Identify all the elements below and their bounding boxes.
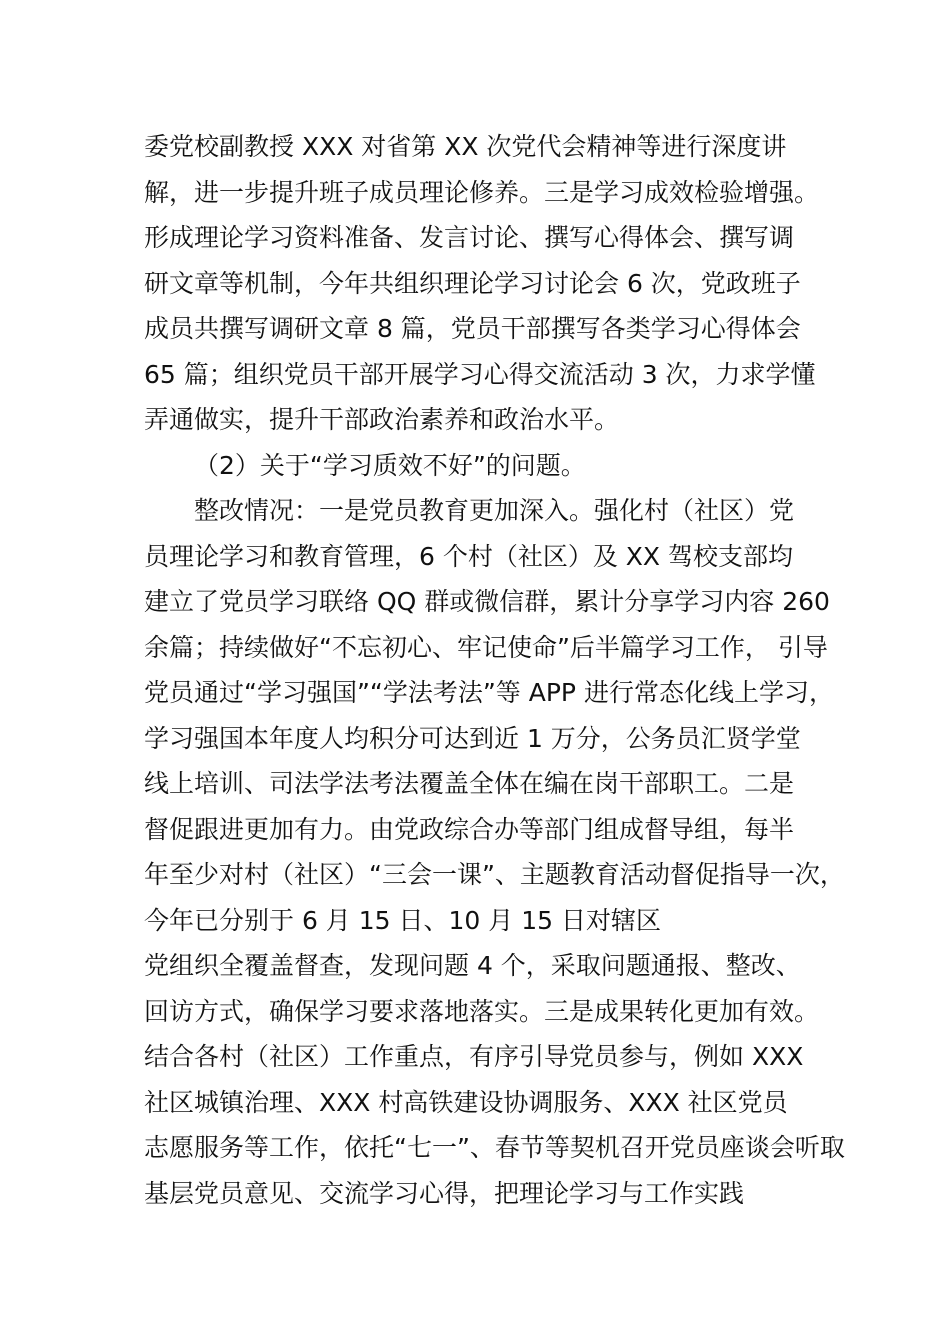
text-line: 解，进一步提升班子成员理论修养。三是学习成效检验增强。 xyxy=(144,177,820,207)
text-line: 形成理论学习资料准备、发言讨论、撰写心得体会、撰写调 xyxy=(144,223,795,252)
text-line: 党员通过“学习强国”“学法考法”等 APP 进行常态化线上学习， xyxy=(144,678,834,707)
text-line: 65 篇；组织党员干部开展学习心得交流活动 3 次，力求学懂 xyxy=(144,359,816,389)
text-line: 成员共撰写调研文章 8 篇，党员干部撰写各类学习心得体会 xyxy=(144,314,801,343)
text-line: 社区城镇治理、XXX 村高铁建设协调服务、XXX 社区党员 xyxy=(144,1087,788,1117)
text-line: 委党校副教授 XXX 对省第 XX 次党代会精神等进行深度讲 xyxy=(144,132,787,161)
text-line: （2）关于“学习质效不好”的问题。 xyxy=(194,450,586,480)
text-line: 今年已分别于 6 月 15 日、10 月 15 日对辖区 xyxy=(144,905,661,935)
text-line: 基层党员意见、交流学习心得，把理论学习与工作实践 xyxy=(144,1178,745,1208)
text-line: 结合各村（社区）工作重点，有序引导党员参与，例如 XXX xyxy=(144,1042,804,1071)
text-line: 学习强国本年度人均积分可达到近 1 万分，公务员汇贤学堂 xyxy=(144,723,801,753)
text-line: 党组织全覆盖督查，发现问题 4 个，采取问题通报、整改、 xyxy=(144,951,801,980)
body-text xyxy=(144,124,845,1216)
text-line: 弄通做实，提升干部政治素养和政治水平。 xyxy=(144,405,620,434)
text-line: 年至少对村（社区）“三会一课”、主题教育活动督促指导一次， xyxy=(144,860,845,889)
text-line: 志愿服务等工作，依托“七一”、春节等契机召开党员座谈会听取 xyxy=(144,1133,845,1162)
text-line: 建立了党员学习联络 QQ 群或微信群，累计分享学习内容 260 xyxy=(144,587,830,616)
text-line: 线上培训、司法学法考法覆盖全体在编在岗干部职工。二是 xyxy=(144,769,795,798)
text-line: 整改情况：一是党员教育更加深入。强化村（社区）党 xyxy=(194,496,795,525)
text-line: 员理论学习和教育管理，6 个村（社区）及 XX 驾校支部均 xyxy=(144,541,794,571)
text-line: 督促跟进更加有力。由党政综合办等部门组成督导组，每半 xyxy=(144,814,795,844)
text-line: 余篇；持续做好“不忘初心、牢记使命”后半篇学习工作， 引导 xyxy=(144,632,828,662)
text-line: 回访方式，确保学习要求落地落实。三是成果转化更加有效。 xyxy=(144,996,820,1026)
text-line: 研文章等机制，今年共组织理论学习讨论会 6 次，党政班子 xyxy=(144,268,801,298)
